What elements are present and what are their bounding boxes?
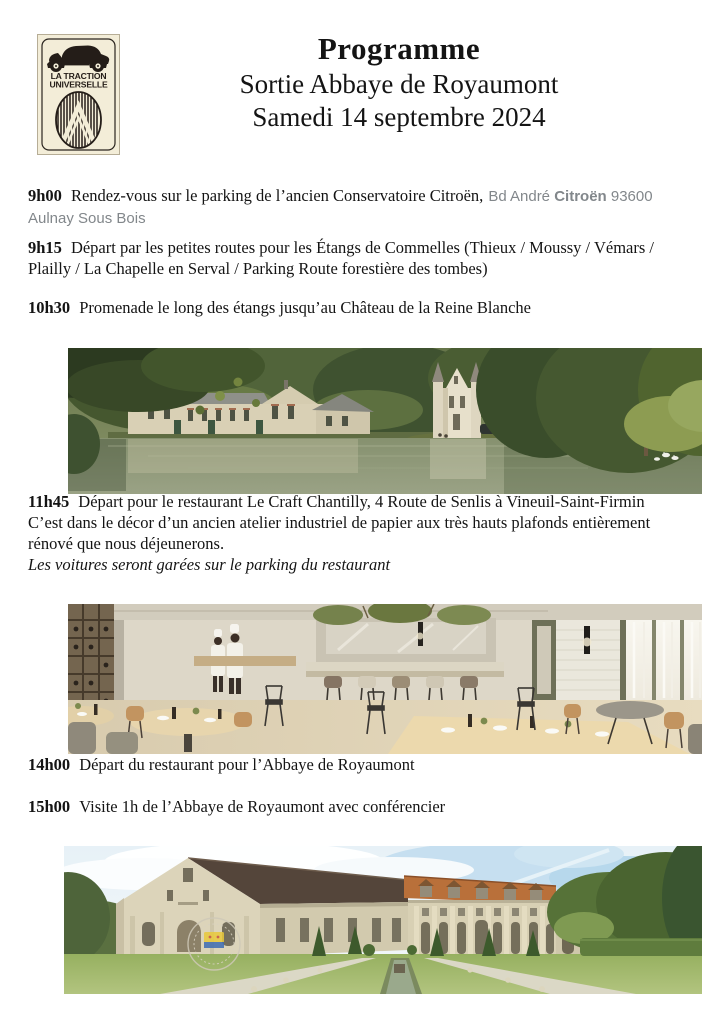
time-label: 9h15: [28, 238, 62, 257]
page-date: Samedi 14 septembre 2024: [252, 102, 546, 132]
logo-text-line1: LA TRACTION: [50, 71, 107, 81]
time-label: 10h30: [28, 298, 71, 317]
item-text: Départ du restaurant pour l’Abbaye de Royaumont: [79, 755, 415, 774]
schedule-item-9h00: [28, 185, 678, 229]
address-bold: Citroën: [554, 188, 607, 205]
page-title: Programme: [317, 31, 481, 66]
photo-abbaye-royaumont: [64, 846, 702, 994]
time-label: 11h45: [28, 492, 70, 511]
item-text: Rendez-vous sur le parking de l’ancien Conservatoire Citroën,: [70, 186, 484, 205]
time-label: 14h00: [28, 755, 71, 774]
schedule-item-9h15: [28, 237, 678, 279]
banquette: [194, 656, 296, 666]
item-line1: [28, 491, 678, 512]
schedule-item-11h45: [28, 491, 678, 575]
address-text-end: 93600 Aulnay Sous Bois: [28, 188, 653, 227]
logo-striped-oval: [56, 92, 101, 148]
bar-back-mirror: [313, 604, 496, 662]
item-line2: C’est dans le décor d’un ancien atelier industriel de papier aux très hauts plafonds entièrement rénové que nous déjeunerons.: [28, 513, 651, 553]
schedule-item-10h30: [28, 297, 678, 318]
address-text: Bd André: [488, 188, 555, 205]
time-label: 9h00: [28, 186, 62, 205]
item-text: Visite 1h de l’Abbaye de Royaumont avec conférencier: [79, 797, 446, 816]
time-label: 15h00: [28, 797, 71, 816]
logo-text-line2: UNIVERSELLE: [49, 79, 108, 90]
item-text: Promenade le long des étangs jusqu’au Château de la Reine Blanche: [79, 298, 531, 317]
photo-restaurant-le-craft: [68, 604, 702, 754]
schedule-item-14h00: [28, 754, 678, 775]
page-subtitle: Sortie Abbaye de Royaumont: [239, 69, 559, 99]
item-note-italic: Les voitures seront garées sur le parking du restaurant: [28, 555, 391, 574]
photo-etangs-commelles: [68, 348, 702, 494]
heading-block: [128, 30, 670, 134]
club-logo-la-traction-universelle: [37, 34, 120, 155]
item-text: Départ par les petites routes pour les Étangs de Commelles (Thieux / Moussy / Vémars / Plailly / La Chapelle en Serval / Parking Route forestière des tombes): [28, 238, 654, 278]
schedule-item-15h00: [28, 796, 678, 817]
item-text: Départ pour le restaurant Le Craft Chantilly, 4 Route de Senlis à Vineuil-Saint-Firmin: [78, 492, 645, 511]
